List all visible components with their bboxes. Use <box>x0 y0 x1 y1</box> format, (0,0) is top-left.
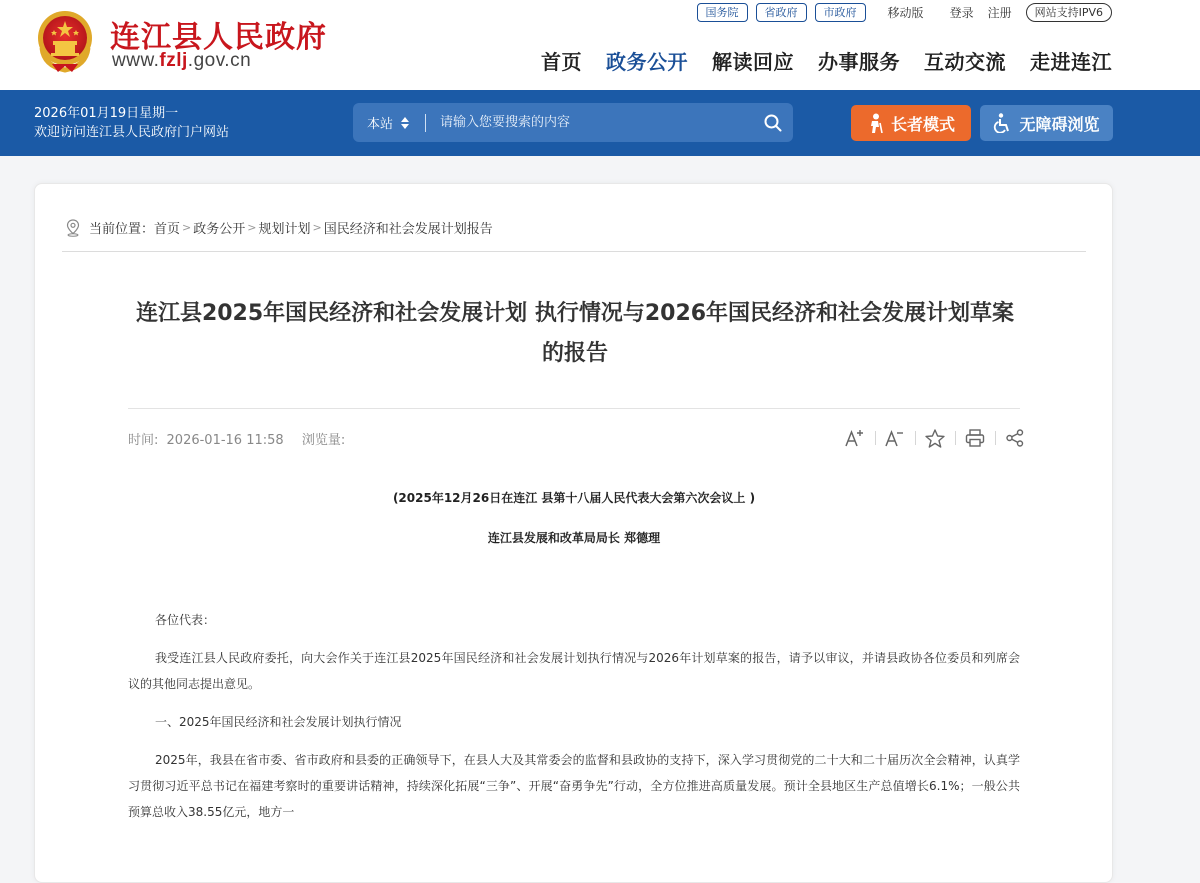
article-paragraph: 2025年，我县在省市委、省市政府和县委的正确领导下，在县人大及其常委会的监督和县政协的支持下，深入学习贯彻党的二十大和二十届历次全会精神，认真学习贯彻习近平总书记在福建考察时的重要讲话精神，持续深化拓展“三争”、开展“奋勇争先”行动，全方位推进高质量发展。预计全县地区生产总值增长6.1%；一般公共预算总收入38.55亿元，地方一 <box>128 753 1020 819</box>
article-subtitle-author: 连江县发展和改革局局长 郑德理 <box>487 531 661 545</box>
nav-interaction[interactable]: 互动交流 <box>924 50 1006 74</box>
breadcrumb-separator: > <box>312 221 322 234</box>
breadcrumb-planning[interactable]: 规划计划 <box>258 222 311 237</box>
views-label: 浏览量: <box>301 433 346 448</box>
star-icon <box>925 429 945 448</box>
site-url-domain: fzlj <box>159 50 188 71</box>
font-increase-icon <box>845 429 865 447</box>
share-button[interactable] <box>995 426 1035 450</box>
time-value: 2026-01-16 11:58 <box>166 433 284 448</box>
welcome-text: 欢迎访问连江县人民政府门户网站 <box>34 125 230 140</box>
nav-services[interactable]: 办事服务 <box>818 50 900 74</box>
top-links <box>689 2 1112 22</box>
search-button[interactable] <box>753 103 793 142</box>
elder-mode-button[interactable] <box>851 105 971 141</box>
nav-interpretation[interactable]: 解读回应 <box>712 50 794 74</box>
nav-gov-affairs[interactable]: 政务公开 <box>606 50 688 74</box>
location-pin-icon <box>65 219 81 237</box>
article-card <box>34 183 1113 883</box>
article-meta <box>128 429 349 448</box>
nav-about-lianjiang[interactable]: 走进连江 <box>1030 50 1112 74</box>
breadcrumb-separator: > <box>182 221 192 234</box>
elder-mode-label: 长者模式 <box>890 114 955 134</box>
article-paragraph: 我受连江县人民政府委托，向大会作关于连江县2025年国民经济和社会发展计划执行情况与2026年计划草案的报告，请予以审议，并请县政协各位委员和列席会议的其他同志提出意见。 <box>128 651 1020 691</box>
accessible-browse-label: 无障碍浏览 <box>1019 114 1100 134</box>
time-label: 时间: <box>128 433 159 448</box>
search-icon <box>764 114 782 132</box>
title-divider <box>128 408 1020 409</box>
accessible-browse-button[interactable] <box>980 105 1113 141</box>
article-body <box>128 607 1020 837</box>
ipv6-badge: 网站支持IPV6 <box>1026 3 1112 22</box>
nav-home[interactable]: 首页 <box>541 50 582 74</box>
site-url-prefix: www. <box>112 50 160 71</box>
search-input[interactable] <box>426 103 753 142</box>
updown-arrow-icon <box>401 117 409 129</box>
national-emblem-icon <box>34 8 96 74</box>
elder-person-icon <box>867 113 885 133</box>
breadcrumb-divider <box>62 251 1086 252</box>
wheelchair-icon <box>993 113 1013 133</box>
current-date: 2026年01月19日星期一 <box>34 106 179 121</box>
link-city-gov[interactable]: 市政府 <box>815 3 866 22</box>
link-province-gov[interactable]: 省政府 <box>756 3 807 22</box>
main-nav <box>517 46 1112 75</box>
article-subtitle-session: (2025年12月26日在连江 县第十八届人民代表大会第六次会议上 ) <box>392 491 756 505</box>
font-decrease-button[interactable] <box>875 426 915 450</box>
font-increase-button[interactable] <box>835 426 875 450</box>
article-title: 连江县2025年国民经济和社会发展计划 执行情况与2026年国民经济和社会发展计划草案的报告 <box>135 301 1015 366</box>
printer-icon <box>965 429 985 447</box>
breadcrumb-separator: > <box>247 221 257 234</box>
breadcrumb-home[interactable]: 首页 <box>154 222 181 237</box>
breadcrumb-gov-affairs[interactable]: 政务公开 <box>193 222 246 237</box>
link-login[interactable]: 登录 <box>949 5 974 20</box>
breadcrumb <box>65 218 493 237</box>
date-info <box>34 104 229 142</box>
site-name[interactable]: 连江县人民政府 <box>110 20 327 55</box>
link-state-council[interactable]: 国务院 <box>697 3 748 22</box>
print-button[interactable] <box>955 426 995 450</box>
search-scope-label: 本站 <box>367 117 394 132</box>
article-tools <box>835 426 1035 450</box>
site-header <box>0 0 1200 90</box>
link-mobile[interactable]: 移动版 <box>887 5 924 20</box>
favorite-button[interactable] <box>915 426 955 450</box>
site-url <box>112 50 251 72</box>
search-box <box>353 103 793 142</box>
breadcrumb-current[interactable]: 国民经济和社会发展计划报告 <box>323 222 493 237</box>
article-paragraph: 一、2025年国民经济和社会发展计划执行情况 <box>155 715 402 729</box>
article-paragraph: 各位代表： <box>155 613 216 627</box>
share-icon <box>1005 429 1025 447</box>
site-url-suffix: .gov.cn <box>187 50 252 71</box>
font-decrease-icon <box>885 429 905 447</box>
breadcrumb-label: 当前位置： <box>89 222 155 237</box>
link-register[interactable]: 注册 <box>987 5 1012 20</box>
search-scope-select[interactable] <box>353 103 425 142</box>
utility-bar <box>0 90 1200 156</box>
